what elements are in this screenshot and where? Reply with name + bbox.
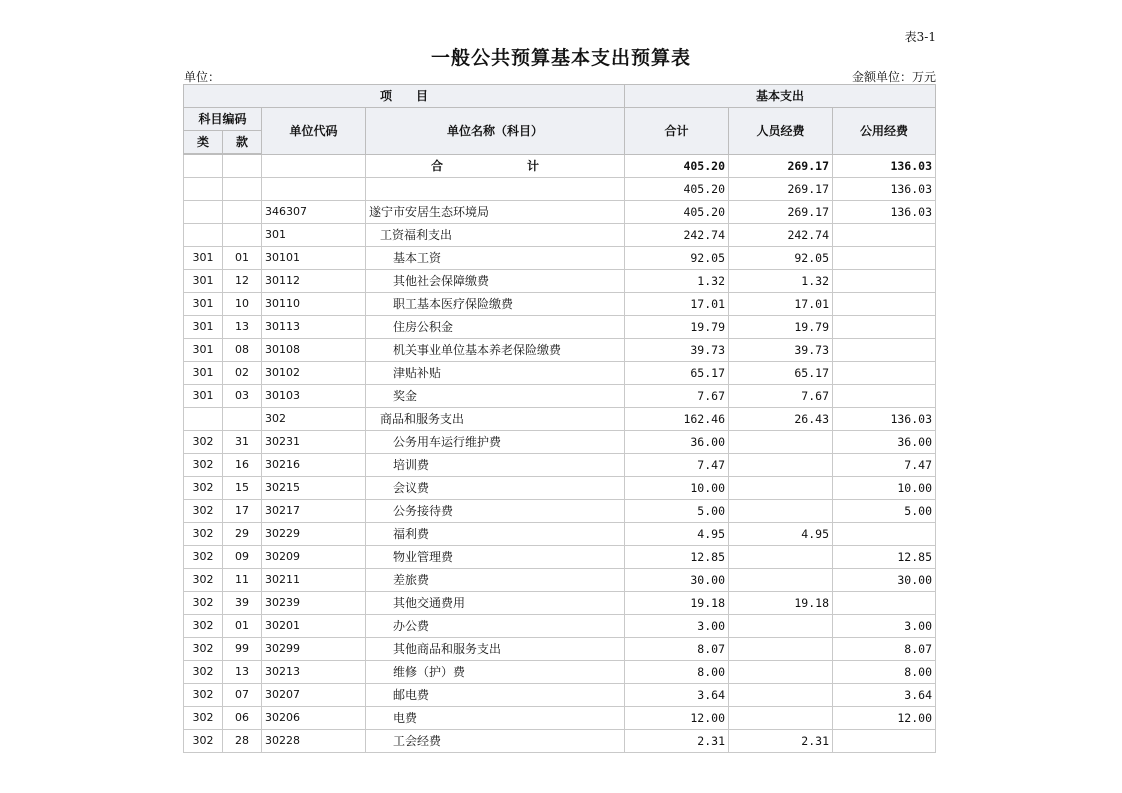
- category-cell: 302: [184, 453, 223, 476]
- total-cell: 39.73: [625, 338, 729, 361]
- unit-code-cell: 30201: [262, 614, 366, 637]
- unit-code-cell: 30239: [262, 591, 366, 614]
- header-project: 项 目: [184, 85, 625, 108]
- unit-name-cell: 住房公积金: [366, 315, 625, 338]
- table-row: [184, 614, 936, 637]
- category-cell: 302: [184, 591, 223, 614]
- section-cell: 12: [223, 269, 262, 292]
- personnel-cell: [729, 430, 833, 453]
- total-cell: 30.00: [625, 568, 729, 591]
- category-cell: 301: [184, 384, 223, 407]
- unit-name-cell: 职工基本医疗保险缴费: [366, 292, 625, 315]
- section-cell: 06: [223, 706, 262, 729]
- total-cell: 3.64: [625, 683, 729, 706]
- total-cell: 65.17: [625, 361, 729, 384]
- personnel-cell: 17.01: [729, 292, 833, 315]
- public-cell: [833, 292, 936, 315]
- total-empty-cell: [184, 154, 223, 177]
- category-cell: 301: [184, 315, 223, 338]
- category-cell: 301: [184, 361, 223, 384]
- public-cell: [833, 315, 936, 338]
- section-cell: 02: [223, 361, 262, 384]
- unit-name-cell: 其他社会保障缴费: [366, 269, 625, 292]
- header-unit-code: 单位代码: [262, 108, 366, 155]
- total-cell: 162.46: [625, 407, 729, 430]
- unit-code-cell: 30112: [262, 269, 366, 292]
- total-cell: 19.79: [625, 315, 729, 338]
- unit-name-cell: 其他商品和服务支出: [366, 637, 625, 660]
- public-cell: 3.64: [833, 683, 936, 706]
- section-cell: 07: [223, 683, 262, 706]
- total-public: 136.03: [833, 154, 936, 177]
- header-public: 公用经费: [833, 108, 936, 155]
- unit-code-cell: 30229: [262, 522, 366, 545]
- unit-code-cell: 30108: [262, 338, 366, 361]
- unit-code-cell: 301: [262, 223, 366, 246]
- unit-name-cell: 商品和服务支出: [366, 407, 625, 430]
- category-cell: 302: [184, 729, 223, 752]
- unit-name-cell: 培训费: [366, 453, 625, 476]
- public-cell: 5.00: [833, 499, 936, 522]
- table-row: [184, 200, 936, 223]
- category-cell: 302: [184, 522, 223, 545]
- category-cell: 302: [184, 660, 223, 683]
- table-row: [184, 315, 936, 338]
- header-personnel: 人员经费: [729, 108, 833, 155]
- table-row: [184, 223, 936, 246]
- section-cell: 01: [223, 614, 262, 637]
- table-row: [184, 683, 936, 706]
- category-cell: 301: [184, 269, 223, 292]
- personnel-cell: 269.17: [729, 200, 833, 223]
- category-cell: [184, 200, 223, 223]
- total-personnel: 269.17: [729, 154, 833, 177]
- public-cell: [833, 269, 936, 292]
- table-row: [184, 568, 936, 591]
- public-cell: 136.03: [833, 407, 936, 430]
- table-row: [184, 499, 936, 522]
- total-cell: 12.85: [625, 545, 729, 568]
- public-cell: 10.00: [833, 476, 936, 499]
- total-cell: 2.31: [625, 729, 729, 752]
- section-cell: [223, 407, 262, 430]
- total-cell: 19.18: [625, 591, 729, 614]
- category-cell: 302: [184, 637, 223, 660]
- public-cell: [833, 361, 936, 384]
- total-cell: 8.07: [625, 637, 729, 660]
- section-cell: [223, 223, 262, 246]
- unit-name-cell: 机关事业单位基本养老保险缴费: [366, 338, 625, 361]
- unit-name-cell: 基本工资: [366, 246, 625, 269]
- category-cell: 302: [184, 683, 223, 706]
- personnel-cell: [729, 545, 833, 568]
- public-cell: [833, 729, 936, 752]
- personnel-cell: 2.31: [729, 729, 833, 752]
- total-cell: 7.47: [625, 453, 729, 476]
- personnel-cell: [729, 683, 833, 706]
- public-cell: [833, 223, 936, 246]
- table-row: [184, 591, 936, 614]
- total-cell: 405.20: [625, 200, 729, 223]
- section-cell: 29: [223, 522, 262, 545]
- category-cell: [184, 223, 223, 246]
- total-cell: 1.32: [625, 269, 729, 292]
- unit-code-cell: 30102: [262, 361, 366, 384]
- personnel-cell: 242.74: [729, 223, 833, 246]
- unit-code-cell: 30217: [262, 499, 366, 522]
- public-cell: 30.00: [833, 568, 936, 591]
- unit-code-cell: 30207: [262, 683, 366, 706]
- table-row: [184, 338, 936, 361]
- unit-label: 单位：: [184, 70, 221, 84]
- personnel-cell: [729, 660, 833, 683]
- unit-code-cell: 30209: [262, 545, 366, 568]
- personnel-cell: 269.17: [729, 177, 833, 200]
- total-cell: 4.95: [625, 522, 729, 545]
- total-cell: 5.00: [625, 499, 729, 522]
- section-cell: 31: [223, 430, 262, 453]
- category-cell: 302: [184, 706, 223, 729]
- total-label: 合 计: [366, 154, 625, 177]
- total-cell: 405.20: [625, 177, 729, 200]
- table-number: 表3-1: [904, 30, 936, 44]
- public-cell: 7.47: [833, 453, 936, 476]
- table-row: [184, 292, 936, 315]
- unit-name-cell: 办公费: [366, 614, 625, 637]
- budget-table: [183, 84, 936, 753]
- page-title: 一般公共预算基本支出预算表: [430, 47, 691, 69]
- section-cell: 01: [223, 246, 262, 269]
- unit-name-cell: 工会经费: [366, 729, 625, 752]
- personnel-cell: [729, 476, 833, 499]
- category-cell: 302: [184, 499, 223, 522]
- section-cell: 28: [223, 729, 262, 752]
- unit-code-cell: 346307: [262, 200, 366, 223]
- personnel-cell: [729, 499, 833, 522]
- section-cell: 13: [223, 660, 262, 683]
- unit-code-cell: 30113: [262, 315, 366, 338]
- section-cell: 39: [223, 591, 262, 614]
- unit-code-cell: 30101: [262, 246, 366, 269]
- personnel-cell: [729, 706, 833, 729]
- unit-name-cell: 物业管理费: [366, 545, 625, 568]
- total-cell: 17.01: [625, 292, 729, 315]
- unit-name-cell: 电费: [366, 706, 625, 729]
- unit-name-cell: 差旅费: [366, 568, 625, 591]
- amount-unit-label: 金额单位：万元: [851, 70, 936, 84]
- table-row: [184, 407, 936, 430]
- table-row: [184, 545, 936, 568]
- table-row: [184, 637, 936, 660]
- unit-code-cell: 302: [262, 407, 366, 430]
- unit-code-cell: 30231: [262, 430, 366, 453]
- table-row: [184, 476, 936, 499]
- total-cell: 8.00: [625, 660, 729, 683]
- section-cell: 15: [223, 476, 262, 499]
- table-row: [184, 706, 936, 729]
- public-cell: [833, 246, 936, 269]
- personnel-cell: 39.73: [729, 338, 833, 361]
- header-category: 类: [184, 131, 223, 155]
- unit-code-cell: 30216: [262, 453, 366, 476]
- unit-name-cell: 遂宁市安居生态环境局: [366, 200, 625, 223]
- section-cell: 11: [223, 568, 262, 591]
- table-row: [184, 361, 936, 384]
- personnel-cell: [729, 453, 833, 476]
- section-cell: 03: [223, 384, 262, 407]
- table-row: [184, 177, 936, 200]
- section-cell: 16: [223, 453, 262, 476]
- personnel-cell: 65.17: [729, 361, 833, 384]
- unit-name-cell: 津贴补贴: [366, 361, 625, 384]
- unit-code-cell: 30206: [262, 706, 366, 729]
- total-cell: 3.00: [625, 614, 729, 637]
- table-row: [184, 430, 936, 453]
- section-cell: 08: [223, 338, 262, 361]
- total-cell: 12.00: [625, 706, 729, 729]
- personnel-cell: [729, 637, 833, 660]
- category-cell: 301: [184, 292, 223, 315]
- personnel-cell: 19.18: [729, 591, 833, 614]
- category-cell: 302: [184, 614, 223, 637]
- personnel-cell: 7.67: [729, 384, 833, 407]
- table-row: [184, 269, 936, 292]
- public-cell: 8.00: [833, 660, 936, 683]
- public-cell: [833, 522, 936, 545]
- total-cell: 10.00: [625, 476, 729, 499]
- section-cell: 10: [223, 292, 262, 315]
- public-cell: [833, 591, 936, 614]
- unit-code-cell: 30213: [262, 660, 366, 683]
- personnel-cell: 1.32: [729, 269, 833, 292]
- unit-code-cell: 30299: [262, 637, 366, 660]
- category-cell: 302: [184, 568, 223, 591]
- header-basic-expenditure: 基本支出: [625, 85, 936, 108]
- table-row: [184, 384, 936, 407]
- total-empty-cell: [223, 154, 262, 177]
- table-row: [184, 729, 936, 752]
- header-unit-name: 单位名称（科目）: [366, 108, 625, 155]
- unit-name-cell: 工资福利支出: [366, 223, 625, 246]
- table-row: [184, 246, 936, 269]
- unit-name-cell: 公务接待费: [366, 499, 625, 522]
- section-cell: 13: [223, 315, 262, 338]
- public-cell: 136.03: [833, 177, 936, 200]
- unit-code-cell: [262, 177, 366, 200]
- public-cell: [833, 384, 936, 407]
- category-cell: [184, 177, 223, 200]
- public-cell: 12.00: [833, 706, 936, 729]
- total-empty-cell: [262, 154, 366, 177]
- total-cell: 7.67: [625, 384, 729, 407]
- table-body: [184, 154, 936, 752]
- unit-code-cell: 30211: [262, 568, 366, 591]
- personnel-cell: [729, 614, 833, 637]
- public-cell: 3.00: [833, 614, 936, 637]
- category-cell: 302: [184, 476, 223, 499]
- total-amount: 405.20: [625, 154, 729, 177]
- header-total: 合计: [625, 108, 729, 155]
- section-cell: [223, 177, 262, 200]
- personnel-cell: 26.43: [729, 407, 833, 430]
- personnel-cell: 19.79: [729, 315, 833, 338]
- unit-code-cell: 30215: [262, 476, 366, 499]
- table-row: [184, 522, 936, 545]
- header-section: 款: [223, 131, 262, 155]
- category-cell: 301: [184, 338, 223, 361]
- total-cell: 242.74: [625, 223, 729, 246]
- personnel-cell: 92.05: [729, 246, 833, 269]
- category-cell: 301: [184, 246, 223, 269]
- unit-code-cell: 30228: [262, 729, 366, 752]
- unit-code-cell: 30103: [262, 384, 366, 407]
- table-row: [184, 453, 936, 476]
- personnel-cell: [729, 568, 833, 591]
- table-header: [184, 85, 936, 155]
- public-cell: 12.85: [833, 545, 936, 568]
- unit-name-cell: 维修（护）费: [366, 660, 625, 683]
- table-row: [184, 660, 936, 683]
- unit-code-cell: 30110: [262, 292, 366, 315]
- unit-name-cell: [366, 177, 625, 200]
- category-cell: 302: [184, 545, 223, 568]
- unit-name-cell: 公务用车运行维护费: [366, 430, 625, 453]
- unit-name-cell: 福利费: [366, 522, 625, 545]
- unit-name-cell: 其他交通费用: [366, 591, 625, 614]
- personnel-cell: 4.95: [729, 522, 833, 545]
- public-cell: [833, 338, 936, 361]
- total-cell: 36.00: [625, 430, 729, 453]
- header-subject-code: 科目编码: [184, 108, 262, 131]
- section-cell: 17: [223, 499, 262, 522]
- section-cell: 99: [223, 637, 262, 660]
- total-row: [184, 154, 936, 177]
- section-cell: [223, 200, 262, 223]
- public-cell: 8.07: [833, 637, 936, 660]
- unit-name-cell: 邮电费: [366, 683, 625, 706]
- section-cell: 09: [223, 545, 262, 568]
- unit-name-cell: 会议费: [366, 476, 625, 499]
- public-cell: 36.00: [833, 430, 936, 453]
- total-cell: 92.05: [625, 246, 729, 269]
- category-cell: [184, 407, 223, 430]
- category-cell: 302: [184, 430, 223, 453]
- public-cell: 136.03: [833, 200, 936, 223]
- unit-name-cell: 奖金: [366, 384, 625, 407]
